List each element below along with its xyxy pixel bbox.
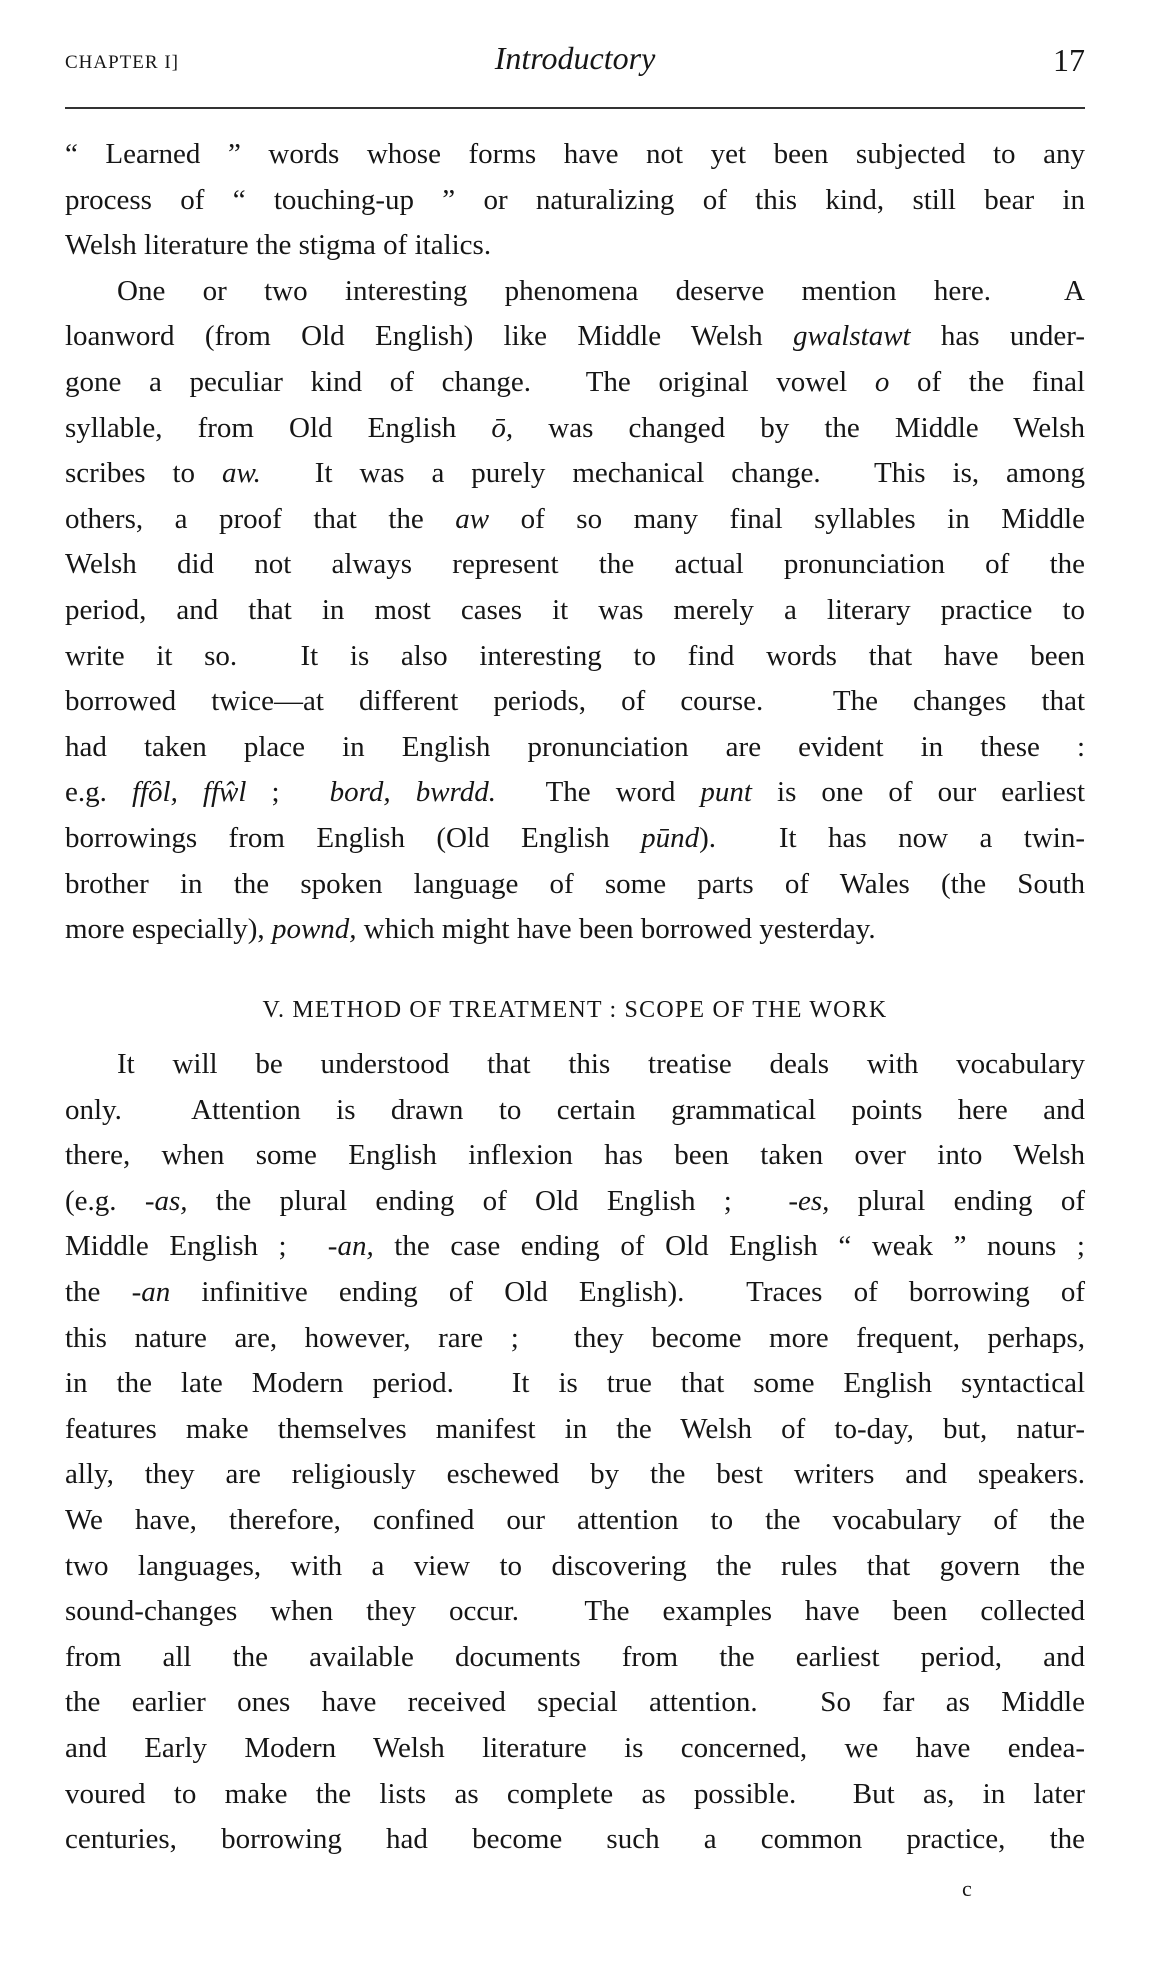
text-line <box>65 269 1085 315</box>
italic-term: pownd, <box>271 913 357 946</box>
italic-term: bord, bwrdd. <box>329 776 496 809</box>
text-run: e.g. <box>65 776 132 809</box>
text-line <box>65 634 1085 680</box>
text-run: more especially), <box>65 913 272 946</box>
text-line <box>65 497 1085 543</box>
text-run: had taken place in English pronunciation are evident in these : <box>65 730 1085 763</box>
italic-term: gwalstawt <box>792 320 911 353</box>
text-run: of the final <box>889 365 1086 398</box>
text-run: the <box>65 1275 132 1308</box>
text-run: period, and that in most cases it was merely a literary practice to <box>65 593 1085 626</box>
text-line <box>65 451 1085 497</box>
section-body-1 <box>65 132 1085 953</box>
text-run: (e.g. <box>65 1184 145 1217</box>
text-run: It was a purely mechanical change. This is, among <box>260 457 1085 490</box>
text-line <box>65 542 1085 588</box>
text-line <box>65 1088 1085 1134</box>
text-run: write it so. It is also interesting to find words that have been <box>65 639 1085 672</box>
italic-term: o <box>874 365 890 398</box>
text-run: process of “ touching-up ” or naturalizing of this kind, still bear in <box>65 183 1085 216</box>
text-line <box>65 1680 1085 1726</box>
text-line <box>65 588 1085 634</box>
text-line <box>65 360 1085 406</box>
text-line <box>65 1817 1085 1863</box>
text-run: ally, they are religiously eschewed by the best writers and speakers. <box>65 1458 1085 1491</box>
text-line <box>65 1407 1085 1453</box>
text-line <box>65 132 1085 178</box>
italic-term: pūnd <box>641 821 700 854</box>
text-line <box>65 1544 1085 1590</box>
text-line <box>65 1498 1085 1544</box>
text-run: The word <box>496 776 701 809</box>
text-run: centuries, borrowing had become such a common practice, the <box>65 1823 1085 1856</box>
italic-term: aw <box>455 502 490 535</box>
page-number: 17 <box>1053 42 1085 78</box>
section-body-2 <box>65 1042 1085 1863</box>
text-line <box>65 1042 1085 1088</box>
italic-term: aw. <box>221 457 261 490</box>
italic-term: ffôl, ffŵl <box>131 776 247 809</box>
text-run: ; <box>246 776 330 809</box>
text-line <box>65 178 1085 224</box>
text-line <box>65 862 1085 908</box>
text-line <box>65 1224 1085 1270</box>
text-run: One or two interesting phenomena deserve mention here. A <box>117 274 1085 307</box>
text-line <box>65 1452 1085 1498</box>
header-rule <box>65 107 1085 109</box>
text-run: in the late Modern period. It is true that some English syntactical <box>65 1367 1085 1400</box>
text-run: sound-changes when they occur. The examples have been collected <box>65 1595 1085 1628</box>
italic-term: ō, <box>491 411 514 444</box>
running-title: Introductory <box>494 40 656 76</box>
text-line <box>65 907 1085 953</box>
text-run: this nature are, however, rare ; they become more frequent, perhaps, <box>65 1321 1085 1354</box>
text-line <box>65 1179 1085 1225</box>
text-line <box>65 770 1085 816</box>
text-run: two languages, with a view to discovering the rules that govern the <box>65 1549 1085 1582</box>
text-run: is one of our earliest <box>751 776 1086 809</box>
italic-term: -as, <box>144 1184 188 1217</box>
text-line <box>65 1589 1085 1635</box>
text-run: the case ending of Old English “ weak ” nouns ; <box>373 1230 1085 1263</box>
text-line <box>65 223 1085 269</box>
text-run: syllable, from Old English <box>65 411 492 444</box>
italic-term: punt <box>700 776 752 809</box>
text-run: It will be understood that this treatise deals with vocabulary <box>117 1048 1085 1080</box>
text-run: gone a peculiar kind of change. The original vowel <box>65 365 875 398</box>
text-run: from all the available documents from the earliest period, and <box>65 1640 1085 1673</box>
section-heading: V. METHOD OF TREATMENT : SCOPE OF THE WORK <box>262 997 888 1023</box>
text-run: loanword (from Old English) like Middle Welsh <box>65 320 793 353</box>
italic-term: -an <box>131 1275 171 1308</box>
italic-term: -es, <box>788 1184 830 1217</box>
text-line <box>65 816 1085 862</box>
text-run: there, when some English inflexion has been taken over into Welsh <box>65 1139 1085 1172</box>
text-line <box>65 1635 1085 1681</box>
text-line <box>65 679 1085 725</box>
text-run: features make themselves manifest in the Welsh of to-day, but, natur- <box>65 1412 1085 1445</box>
text-run: plural ending of <box>829 1184 1085 1217</box>
text-run: the earlier ones have received special attention. So far as Middle <box>65 1686 1085 1719</box>
chapter-label: CHAPTER I] <box>65 52 179 73</box>
text-run: and Early Modern Welsh literature is concerned, we have endea- <box>65 1731 1085 1764</box>
running-header <box>65 40 1085 84</box>
text-line <box>65 1772 1085 1818</box>
text-run: of so many final syllables in Middle <box>489 502 1085 535</box>
text-line <box>65 1133 1085 1179</box>
text-run: borrowed twice—at different periods, of course. The changes that <box>65 685 1085 718</box>
text-run: Welsh literature the stigma of italics. <box>65 229 492 262</box>
text-line <box>65 1270 1085 1316</box>
text-run: has under- <box>910 320 1085 353</box>
italic-term: -an, <box>327 1230 374 1263</box>
text-run: Middle English ; <box>65 1230 328 1263</box>
text-run: voured to make the lists as complete as possible. But as, in later <box>65 1777 1085 1810</box>
text-line <box>65 1361 1085 1407</box>
text-run: borrowings from English (Old English <box>65 821 642 854</box>
text-run: scribes to <box>65 457 222 490</box>
text-run: was changed by the Middle Welsh <box>513 411 1086 444</box>
text-run: infinitive ending of Old English). Traces of borrowing of <box>170 1275 1085 1308</box>
text-run: the plural ending of Old English ; <box>187 1184 789 1217</box>
text-line <box>65 406 1085 452</box>
text-run: which might have been borrowed yesterday. <box>356 913 876 946</box>
text-run: only. Attention is drawn to certain grammatical points here and <box>65 1093 1085 1126</box>
text-line <box>65 314 1085 360</box>
signature-mark: c <box>962 1876 972 1901</box>
text-line <box>65 1316 1085 1362</box>
text-run: ). It has now a twin- <box>699 821 1086 854</box>
text-run: Welsh did not always represent the actual pronunciation of the <box>65 548 1085 581</box>
text-run: others, a proof that the <box>65 502 456 535</box>
text-run: “ Learned ” words whose forms have not yet been subjected to any <box>65 138 1085 170</box>
text-line <box>65 1726 1085 1772</box>
text-line <box>65 725 1085 771</box>
text-run: We have, therefore, confined our attention to the vocabulary of the <box>65 1503 1085 1536</box>
text-run: brother in the spoken language of some parts of Wales (the South <box>65 867 1085 900</box>
